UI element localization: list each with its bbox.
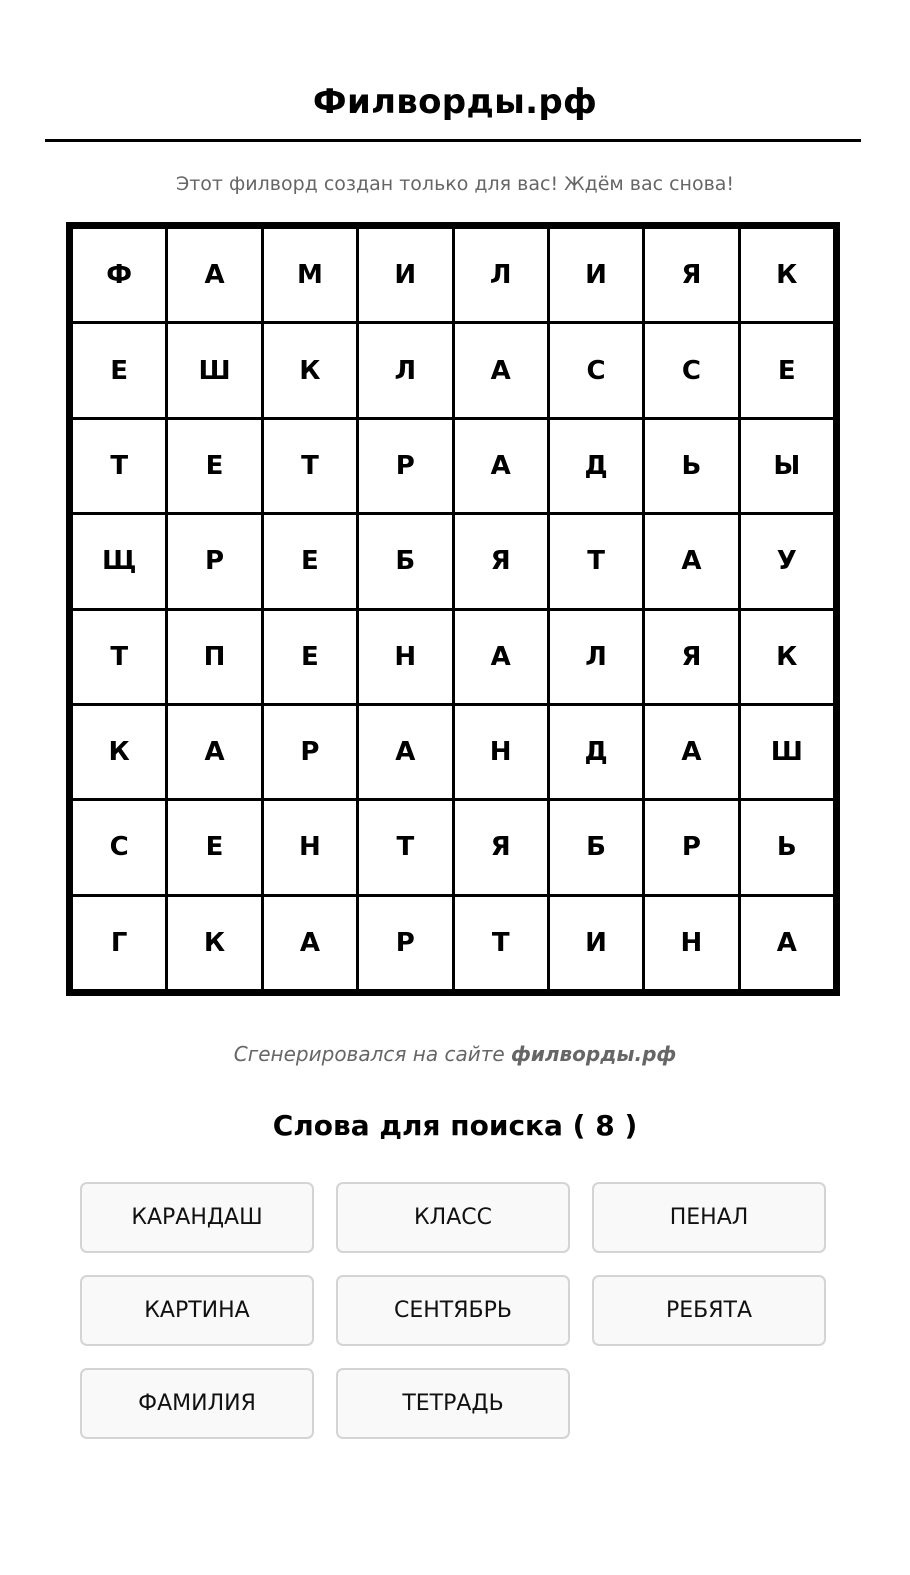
- grid-cell[interactable]: Ь: [645, 420, 737, 512]
- letter-grid: [66, 222, 840, 996]
- grid-cell[interactable]: Г: [73, 897, 165, 989]
- grid-cell[interactable]: Т: [359, 801, 451, 893]
- word-list: [80, 1182, 826, 1439]
- grid-cell[interactable]: И: [550, 897, 642, 989]
- grid-cell[interactable]: Л: [455, 229, 547, 321]
- grid-cell[interactable]: Я: [645, 611, 737, 703]
- word-item[interactable]: КАРТИНА: [80, 1275, 314, 1346]
- grid-cell[interactable]: А: [168, 706, 260, 798]
- grid-cell[interactable]: С: [550, 324, 642, 416]
- grid-cell[interactable]: Л: [359, 324, 451, 416]
- grid-cell[interactable]: К: [168, 897, 260, 989]
- grid-cell[interactable]: Е: [73, 324, 165, 416]
- grid-cell[interactable]: У: [741, 515, 833, 607]
- grid-cell[interactable]: А: [741, 897, 833, 989]
- grid-cell[interactable]: Е: [264, 515, 356, 607]
- grid-cell[interactable]: Н: [359, 611, 451, 703]
- grid-cell[interactable]: Т: [73, 611, 165, 703]
- grid-cell[interactable]: Т: [73, 420, 165, 512]
- grid-cell[interactable]: Е: [264, 611, 356, 703]
- grid-cell[interactable]: А: [455, 611, 547, 703]
- grid-cell[interactable]: П: [168, 611, 260, 703]
- grid-cell[interactable]: Ы: [741, 420, 833, 512]
- grid-cell[interactable]: Ф: [73, 229, 165, 321]
- grid-cell[interactable]: Е: [168, 801, 260, 893]
- grid-cell[interactable]: А: [168, 229, 260, 321]
- grid-cell[interactable]: Р: [168, 515, 260, 607]
- grid-cell[interactable]: И: [550, 229, 642, 321]
- grid-cell[interactable]: А: [359, 706, 451, 798]
- page-title: Филворды.рф: [312, 82, 598, 122]
- page-subtitle: Этот филворд создан только для вас! Ждём вас снова!: [175, 173, 735, 195]
- grid-cell[interactable]: К: [741, 229, 833, 321]
- word-item[interactable]: ТЕТРАДЬ: [336, 1368, 570, 1439]
- grid-cell[interactable]: С: [645, 324, 737, 416]
- grid-cell[interactable]: Е: [168, 420, 260, 512]
- word-item[interactable]: ФАМИЛИЯ: [80, 1368, 314, 1439]
- grid-cell[interactable]: А: [455, 324, 547, 416]
- grid-cell[interactable]: Я: [455, 515, 547, 607]
- grid-cell[interactable]: К: [264, 324, 356, 416]
- grid-cell[interactable]: А: [645, 706, 737, 798]
- grid-cell[interactable]: Р: [359, 420, 451, 512]
- grid-cell[interactable]: Б: [550, 801, 642, 893]
- grid-cell[interactable]: К: [741, 611, 833, 703]
- grid-cell[interactable]: Р: [359, 897, 451, 989]
- grid-cell[interactable]: Т: [455, 897, 547, 989]
- grid-cell[interactable]: С: [73, 801, 165, 893]
- grid-cell[interactable]: Ь: [741, 801, 833, 893]
- word-item[interactable]: СЕНТЯБРЬ: [336, 1275, 570, 1346]
- generator-credit: [0, 1040, 910, 1068]
- grid-cell[interactable]: Н: [264, 801, 356, 893]
- grid-cell[interactable]: Д: [550, 706, 642, 798]
- grid-cell[interactable]: М: [264, 229, 356, 321]
- grid-cell[interactable]: Ш: [741, 706, 833, 798]
- grid-cell[interactable]: А: [645, 515, 737, 607]
- credit-prefix: Сгенерировался на сайте: [233, 1042, 505, 1066]
- grid-cell[interactable]: Д: [550, 420, 642, 512]
- grid-cell[interactable]: Б: [359, 515, 451, 607]
- grid-cell[interactable]: Р: [264, 706, 356, 798]
- word-item[interactable]: РЕБЯТА: [592, 1275, 826, 1346]
- word-item[interactable]: КЛАСС: [336, 1182, 570, 1253]
- grid-cell[interactable]: Я: [645, 229, 737, 321]
- grid-cell[interactable]: Ш: [168, 324, 260, 416]
- word-item[interactable]: КАРАНДАШ: [80, 1182, 314, 1253]
- title-divider: [45, 139, 861, 142]
- words-heading: Слова для поиска ( 8 ): [272, 1109, 638, 1142]
- grid-cell[interactable]: Я: [455, 801, 547, 893]
- grid-cell[interactable]: И: [359, 229, 451, 321]
- grid-cell[interactable]: А: [455, 420, 547, 512]
- grid-cell[interactable]: Л: [550, 611, 642, 703]
- grid-cell[interactable]: Т: [264, 420, 356, 512]
- grid-cell[interactable]: Р: [645, 801, 737, 893]
- grid-cell[interactable]: Н: [645, 897, 737, 989]
- grid-cell[interactable]: А: [264, 897, 356, 989]
- grid-cell[interactable]: Е: [741, 324, 833, 416]
- grid-cell[interactable]: К: [73, 706, 165, 798]
- word-item[interactable]: ПЕНАЛ: [592, 1182, 826, 1253]
- grid-cell[interactable]: Т: [550, 515, 642, 607]
- grid-cell[interactable]: Щ: [73, 515, 165, 607]
- credit-site: филворды.рф: [511, 1042, 677, 1066]
- grid-cell[interactable]: Н: [455, 706, 547, 798]
